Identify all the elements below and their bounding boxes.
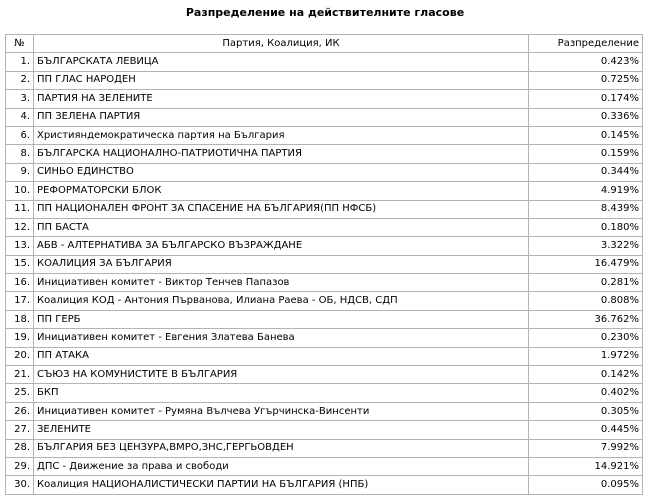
- table-row: [6, 402, 643, 420]
- table-row: [6, 108, 643, 126]
- vote-share: 0.142%: [529, 366, 643, 384]
- vote-share: 0.145%: [529, 126, 643, 144]
- row-number: 25.: [6, 384, 34, 402]
- party-name: РЕФОРМАТОРСКИ БЛОК: [34, 182, 529, 200]
- header-party: Партия, Коалиция, ИК: [34, 35, 529, 53]
- party-name: БЪЛГАРИЯ БЕЗ ЦЕНЗУРА,ВМРО,ЗНС,ГЕРГЬОВДЕН: [34, 439, 529, 457]
- row-number: 1.: [6, 53, 34, 71]
- vote-share: 7.992%: [529, 439, 643, 457]
- party-name: ПП БАСТА: [34, 218, 529, 236]
- row-number: 4.: [6, 108, 34, 126]
- row-number: 20.: [6, 347, 34, 365]
- row-number: 28.: [6, 439, 34, 457]
- party-name: БКП: [34, 384, 529, 402]
- header-distribution: Разпределение: [529, 35, 643, 53]
- table-row: [6, 384, 643, 402]
- table-row: [6, 421, 643, 439]
- table-body: [6, 53, 643, 494]
- vote-share: 0.305%: [529, 402, 643, 420]
- table-row: [6, 255, 643, 273]
- row-number: 13.: [6, 237, 34, 255]
- row-number: 9.: [6, 163, 34, 181]
- table-row: [6, 237, 643, 255]
- row-number: 30.: [6, 476, 34, 494]
- party-name: Християндемократическа партия на България: [34, 126, 529, 144]
- party-name: Коалиция НАЦИОНАЛИСТИЧЕСКИ ПАРТИИ НА БЪЛГАРИЯ (НПБ): [34, 476, 529, 494]
- row-number: 2.: [6, 71, 34, 89]
- row-number: 6.: [6, 126, 34, 144]
- table-row: [6, 439, 643, 457]
- table-row: [6, 218, 643, 236]
- vote-share: 0.281%: [529, 274, 643, 292]
- party-name: БЪЛГАРСКА НАЦИОНАЛНО-ПАТРИОТИЧНА ПАРТИЯ: [34, 145, 529, 163]
- table-row: [6, 145, 643, 163]
- vote-share: 3.322%: [529, 237, 643, 255]
- vote-share: 0.180%: [529, 218, 643, 236]
- table-row: [6, 476, 643, 494]
- table-row: [6, 182, 643, 200]
- party-name: ПП АТАКА: [34, 347, 529, 365]
- vote-share: 16.479%: [529, 255, 643, 273]
- row-number: 18.: [6, 310, 34, 328]
- table-row: [6, 310, 643, 328]
- party-name: БЪЛГАРСКАТА ЛЕВИЦА: [34, 53, 529, 71]
- party-name: ПП ГЛАС НАРОДЕН: [34, 71, 529, 89]
- row-number: 26.: [6, 402, 34, 420]
- vote-share: 1.972%: [529, 347, 643, 365]
- vote-share: 0.336%: [529, 108, 643, 126]
- party-name: ЗЕЛЕНИТЕ: [34, 421, 529, 439]
- table-row: [6, 329, 643, 347]
- row-number: 17.: [6, 292, 34, 310]
- row-number: 15.: [6, 255, 34, 273]
- vote-share: 0.725%: [529, 71, 643, 89]
- vote-share: 0.423%: [529, 53, 643, 71]
- row-number: 8.: [6, 145, 34, 163]
- party-name: ДПС - Движение за права и свободи: [34, 457, 529, 475]
- row-number: 29.: [6, 457, 34, 475]
- vote-share: 0.402%: [529, 384, 643, 402]
- table-row: [6, 200, 643, 218]
- table-row: [6, 71, 643, 89]
- party-name: Инициативен комитет - Виктор Тенчев Папазов: [34, 274, 529, 292]
- party-name: Инициативен комитет - Евгения Златева Банева: [34, 329, 529, 347]
- row-number: 3.: [6, 90, 34, 108]
- row-number: 11.: [6, 200, 34, 218]
- table-row: [6, 347, 643, 365]
- party-name: СИНЬО ЕДИНСТВО: [34, 163, 529, 181]
- vote-share: 0.095%: [529, 476, 643, 494]
- vote-share: 0.159%: [529, 145, 643, 163]
- party-name: ПАРТИЯ НА ЗЕЛЕНИТЕ: [34, 90, 529, 108]
- table-row: [6, 366, 643, 384]
- party-name: Коалиция КОД - Антония Първанова, Илиана Раева - ОБ, НДСВ, СДП: [34, 292, 529, 310]
- results-table: [5, 34, 643, 495]
- row-number: 12.: [6, 218, 34, 236]
- vote-share: 36.762%: [529, 310, 643, 328]
- row-number: 27.: [6, 421, 34, 439]
- table-row: [6, 53, 643, 71]
- party-name: ПП ЗЕЛЕНА ПАРТИЯ: [34, 108, 529, 126]
- party-name: КОАЛИЦИЯ ЗА БЪЛГАРИЯ: [34, 255, 529, 273]
- table-row: [6, 457, 643, 475]
- table-row: [6, 90, 643, 108]
- vote-share: 8.439%: [529, 200, 643, 218]
- row-number: 21.: [6, 366, 34, 384]
- vote-share: 0.808%: [529, 292, 643, 310]
- vote-share: 4.919%: [529, 182, 643, 200]
- vote-share: 0.230%: [529, 329, 643, 347]
- vote-share: 14.921%: [529, 457, 643, 475]
- table-row: [6, 274, 643, 292]
- table-row: [6, 292, 643, 310]
- party-name: Инициативен комитет - Румяна Вълчева Угърчинска-Винсенти: [34, 402, 529, 420]
- party-name: АБВ - АЛТЕРНАТИВА ЗА БЪЛГАРСКО ВЪЗРАЖДАНЕ: [34, 237, 529, 255]
- party-name: ПП НАЦИОНАЛЕН ФРОНТ ЗА СПАСЕНИЕ НА БЪЛГАРИЯ(ПП НФСБ): [34, 200, 529, 218]
- vote-share: 0.174%: [529, 90, 643, 108]
- table-row: [6, 163, 643, 181]
- vote-share: 0.445%: [529, 421, 643, 439]
- row-number: 10.: [6, 182, 34, 200]
- vote-share: 0.344%: [529, 163, 643, 181]
- party-name: ПП ГЕРБ: [34, 310, 529, 328]
- row-number: 19.: [6, 329, 34, 347]
- party-name: СЪЮЗ НА КОМУНИСТИТЕ В БЪЛГАРИЯ: [34, 366, 529, 384]
- table-header-row: [6, 35, 643, 53]
- table-row: [6, 126, 643, 144]
- page-title: Разпределение на действителните гласове: [185, 6, 465, 19]
- row-number: 16.: [6, 274, 34, 292]
- header-number: №: [6, 35, 34, 53]
